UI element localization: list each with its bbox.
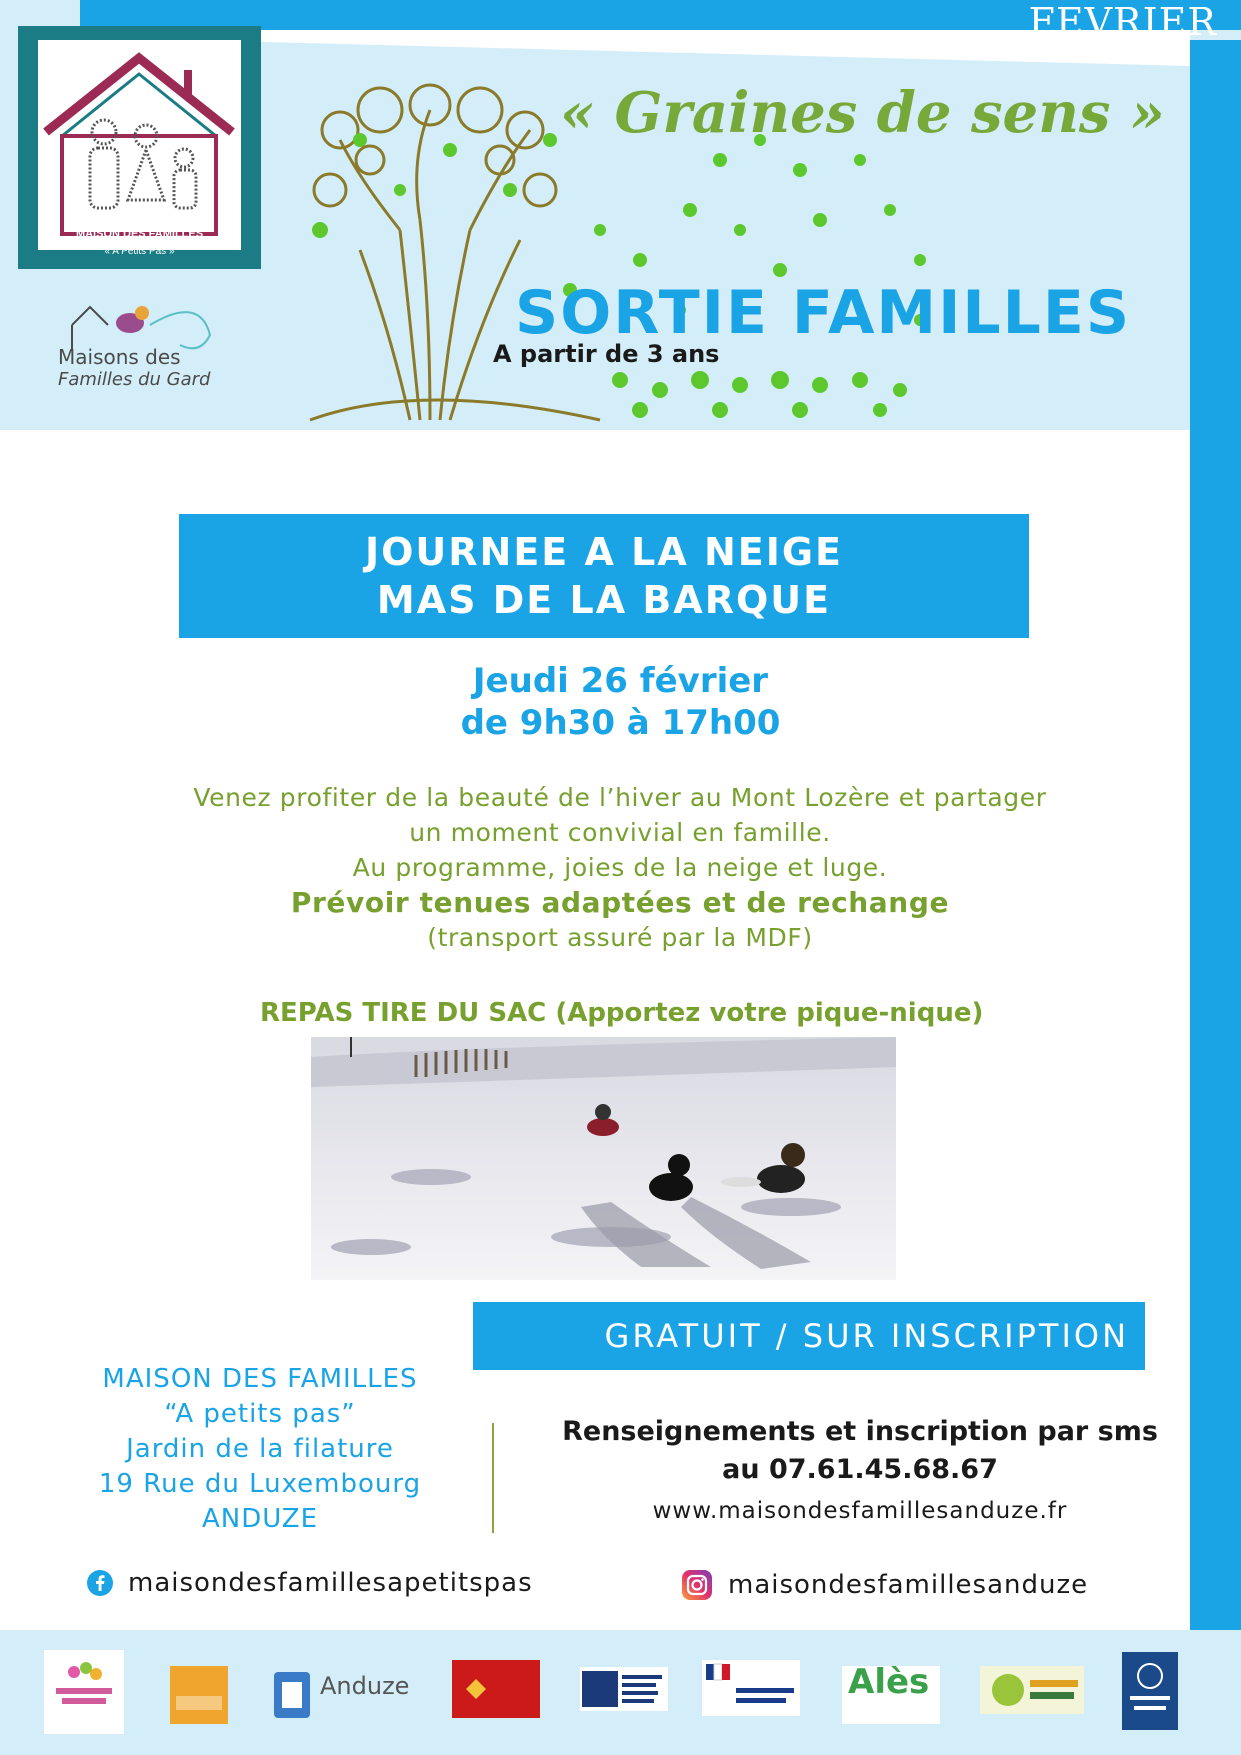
gard-logo-line1: Maisons des — [58, 345, 181, 369]
snow-photo-illustration — [311, 1037, 896, 1280]
snow-sledding-photo — [311, 1037, 896, 1280]
msa-logo — [580, 1667, 668, 1711]
address-line2: “A petits pas” — [164, 1399, 356, 1429]
ales-name: Alès — [848, 1662, 930, 1702]
address-block — [60, 1362, 460, 1537]
price-text: GRATUIT / SUR INSCRIPTION — [604, 1317, 1129, 1355]
description-line1: Venez profiter de la beauté de l’hiver au Mont Lozère et partager — [193, 783, 1047, 812]
anct-logo — [702, 1660, 800, 1716]
gard-logo-line2: Familles du Gard — [58, 369, 211, 390]
contact-info — [510, 1413, 1210, 1489]
event-description — [60, 780, 1180, 955]
event-title-line1: JOURNEE A LA NEIGE — [364, 530, 844, 574]
occitanie-logo — [452, 1660, 540, 1718]
facebook-icon — [86, 1569, 114, 1597]
description-line4: (transport assuré par la MDF) — [427, 923, 813, 952]
event-time: de 9h30 à 17h00 — [460, 703, 781, 743]
address-line3: Jardin de la filature — [126, 1434, 394, 1464]
right-blue-bar — [1190, 40, 1241, 1630]
event-type-heading: SORTIE FAMILLES — [515, 278, 1132, 348]
instagram-link[interactable] — [680, 1568, 1088, 1602]
facebook-link[interactable] — [86, 1568, 533, 1598]
description-bold: Prévoir tenues adaptées et de rechange — [290, 886, 950, 919]
address-line1: MAISON DES FAMILLES — [102, 1364, 418, 1394]
event-date — [0, 660, 1241, 744]
contact-phone: au 07.61.45.68.67 — [722, 1454, 998, 1485]
event-day: Jeudi 26 février — [472, 661, 769, 701]
facebook-handle: maisondesfamillesapetitspas — [128, 1568, 533, 1598]
slogan: « Graines de sens » — [560, 80, 1165, 146]
angeline-cavalie-logo — [44, 1650, 124, 1734]
age-requirement: A partir de 3 ans — [493, 340, 720, 368]
saint-vincent-logo — [980, 1666, 1084, 1714]
description-line2: un moment convivial en famille. — [409, 818, 831, 847]
event-title-box — [179, 514, 1029, 638]
address-line4: 19 Rue du Luxembourg — [98, 1469, 422, 1499]
meal-info: REPAS TIRE DU SAC (Apportez votre pique-nique) — [260, 998, 984, 1028]
house-family-icon — [38, 40, 241, 250]
month-label: FEVRIER — [1028, 0, 1217, 44]
gard-department-logo — [170, 1660, 228, 1730]
website-link[interactable]: www.maisondesfamillesanduze.fr — [652, 1498, 1068, 1524]
logo-subname: « A Petits Pas » — [104, 246, 175, 257]
address-line5: ANDUZE — [201, 1504, 319, 1534]
maison-des-familles-logo — [18, 26, 261, 269]
description-line3: Au programme, joies de la neige et luge. — [352, 853, 888, 882]
logo-name: MAISON DES FAMILLES — [75, 228, 204, 240]
partners-footer — [0, 1630, 1241, 1755]
caf-gard-logo — [1122, 1652, 1178, 1730]
anduze-name: Anduze — [320, 1672, 410, 1700]
price-banner — [473, 1302, 1145, 1370]
event-title-line2: MAS DE LA BARQUE — [376, 578, 832, 622]
instagram-handle: maisondesfamillesanduze — [728, 1570, 1089, 1600]
vertical-divider — [492, 1423, 494, 1533]
maisons-familles-gard-logo — [50, 295, 240, 395]
contact-line1: Renseignements et inscription par sms — [562, 1416, 1158, 1447]
instagram-icon — [680, 1568, 714, 1602]
